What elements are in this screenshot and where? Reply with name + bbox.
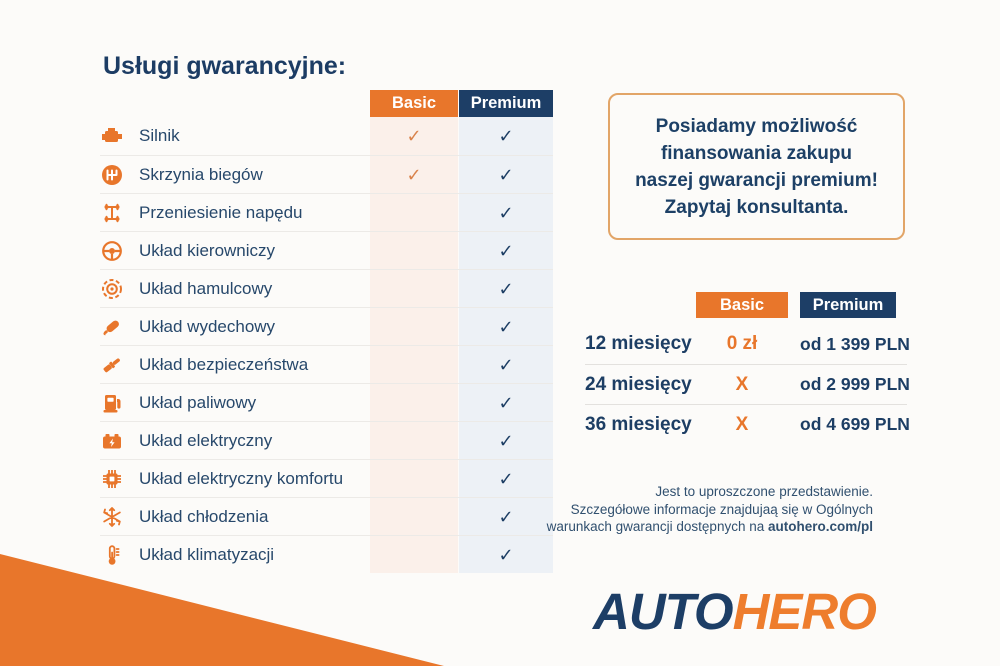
service-label: Silnik	[139, 126, 180, 145]
table-row	[100, 421, 553, 459]
premium-cell	[458, 498, 553, 535]
pricing-period: 12 miesięcy	[585, 333, 692, 354]
logo-part-hero: HERO	[732, 583, 876, 640]
basic-cell	[370, 384, 458, 421]
service-label: Układ wydechowy	[139, 316, 276, 336]
premium-cell	[458, 194, 553, 231]
table-row	[100, 345, 553, 383]
disclaimer-line-text: warunkach gwarancji dostępnych na	[546, 519, 768, 534]
check-icon: ✓	[498, 506, 514, 527]
pricing-header	[585, 292, 907, 318]
check-icon: ✓	[498, 430, 514, 451]
pricing-basic-value: 0 zł	[726, 333, 758, 354]
basic-cell	[370, 346, 458, 383]
pricing-row	[585, 324, 910, 364]
basic-cell	[370, 232, 458, 269]
pricing-premium-value: od 4 699 PLN	[800, 414, 910, 434]
page-title: Usługi gwarancyjne:	[103, 52, 347, 80]
check-icon: ✓	[498, 202, 514, 223]
website-url: autohero.com/pl	[767, 519, 873, 534]
check-icon: ✓	[406, 126, 422, 146]
pricing-row	[585, 404, 910, 444]
premium-cell	[458, 422, 553, 459]
service-label: Układ elektryczny	[139, 430, 273, 450]
engine-icon	[100, 124, 124, 148]
basic-cell	[370, 156, 458, 193]
logo-part-auto: AUTO	[593, 583, 733, 640]
pricing-basic-value: X	[735, 373, 749, 395]
premium-cell	[458, 232, 553, 269]
premium-cell	[458, 384, 553, 421]
pricing-row	[585, 364, 910, 404]
fuel-pump-icon	[100, 391, 124, 415]
service-label: Układ kierowniczy	[139, 240, 276, 260]
check-icon: ✓	[406, 164, 422, 185]
service-label: Układ klimatyzacji	[139, 544, 275, 564]
table-row	[100, 155, 553, 193]
check-icon: ✓	[498, 240, 514, 261]
premium-cell	[458, 346, 553, 383]
service-label: Układ bezpieczeństwa	[139, 354, 309, 374]
service-label: Skrzynia biegów	[139, 164, 263, 184]
premium-column-header: Premium	[458, 90, 553, 117]
basic-cell	[370, 117, 458, 155]
exhaust-icon	[100, 315, 124, 339]
premium-cell	[458, 536, 553, 573]
brake-disc-icon	[100, 277, 124, 301]
promo-line: naszej gwarancji premium!	[635, 169, 878, 191]
pricing-basic-header: Basic	[696, 292, 788, 318]
table-row	[100, 497, 553, 535]
disclaimer-line: Jest to uproszczone przedstawienie.	[655, 484, 873, 499]
gearbox-icon	[100, 163, 124, 187]
basic-cell	[370, 460, 458, 497]
premium-cell	[458, 460, 553, 497]
table-row	[100, 117, 553, 155]
pricing-premium-header: Premium	[800, 292, 896, 318]
table-row	[100, 307, 553, 345]
service-label: Układ paliwowy	[139, 392, 257, 412]
pricing-period: 36 miesięcy	[585, 413, 692, 435]
steering-wheel-icon	[100, 239, 124, 263]
basic-cell	[370, 270, 458, 307]
pricing-table	[585, 292, 910, 444]
service-label: Układ elektryczny komfortu	[139, 468, 344, 488]
financing-promo-box	[608, 93, 905, 240]
check-icon: ✓	[498, 354, 514, 375]
service-label: Przeniesienie napędu	[139, 202, 303, 222]
chip-icon	[100, 467, 124, 491]
service-label: Układ chłodzenia	[139, 506, 269, 526]
basic-cell	[370, 422, 458, 459]
table-row	[100, 535, 553, 573]
basic-cell	[370, 194, 458, 231]
check-icon: ✓	[498, 164, 514, 185]
snowflake-icon	[100, 505, 124, 529]
disclaimer-text	[547, 483, 873, 536]
basic-cell	[370, 536, 458, 573]
premium-cell	[458, 308, 553, 345]
basic-column-header: Basic	[370, 90, 458, 117]
check-icon: ✓	[498, 126, 514, 146]
table-row	[100, 459, 553, 497]
check-icon: ✓	[498, 278, 514, 299]
table-row	[100, 193, 553, 231]
disclaimer-line	[547, 518, 873, 536]
basic-cell	[370, 308, 458, 345]
promo-line: Posiadamy możliwość	[655, 115, 858, 137]
premium-cell	[458, 270, 553, 307]
check-icon: ✓	[498, 392, 514, 413]
promo-line: finansowania zakupu	[660, 142, 853, 164]
promo-line: Zapytaj konsultanta.	[664, 196, 849, 218]
premium-cell	[458, 156, 553, 193]
pricing-premium-value: od 2 999 PLN	[800, 374, 910, 394]
thermometer-icon	[100, 543, 124, 567]
disclaimer-line: Szczegółowe informacje znajdujaą się w Ogólnych	[570, 501, 873, 517]
services-table	[100, 90, 553, 573]
pricing-basic-value: X	[735, 413, 749, 435]
check-icon: ✓	[498, 544, 514, 565]
pricing-period: 24 miesięcy	[585, 373, 692, 395]
premium-cell	[458, 117, 553, 155]
autohero-logo	[593, 582, 876, 641]
table-row	[100, 383, 553, 421]
pricing-premium-value: od 1 399 PLN	[800, 333, 910, 354]
check-icon: ✓	[498, 316, 514, 337]
services-table-header	[100, 90, 553, 117]
basic-cell	[370, 498, 458, 535]
drivetrain-icon	[100, 201, 124, 225]
seatbelt-icon	[100, 353, 124, 377]
table-row	[100, 269, 553, 307]
service-label: Układ hamulcowy	[139, 278, 273, 298]
table-row	[100, 231, 553, 269]
check-icon: ✓	[498, 468, 514, 489]
battery-icon	[100, 429, 124, 453]
